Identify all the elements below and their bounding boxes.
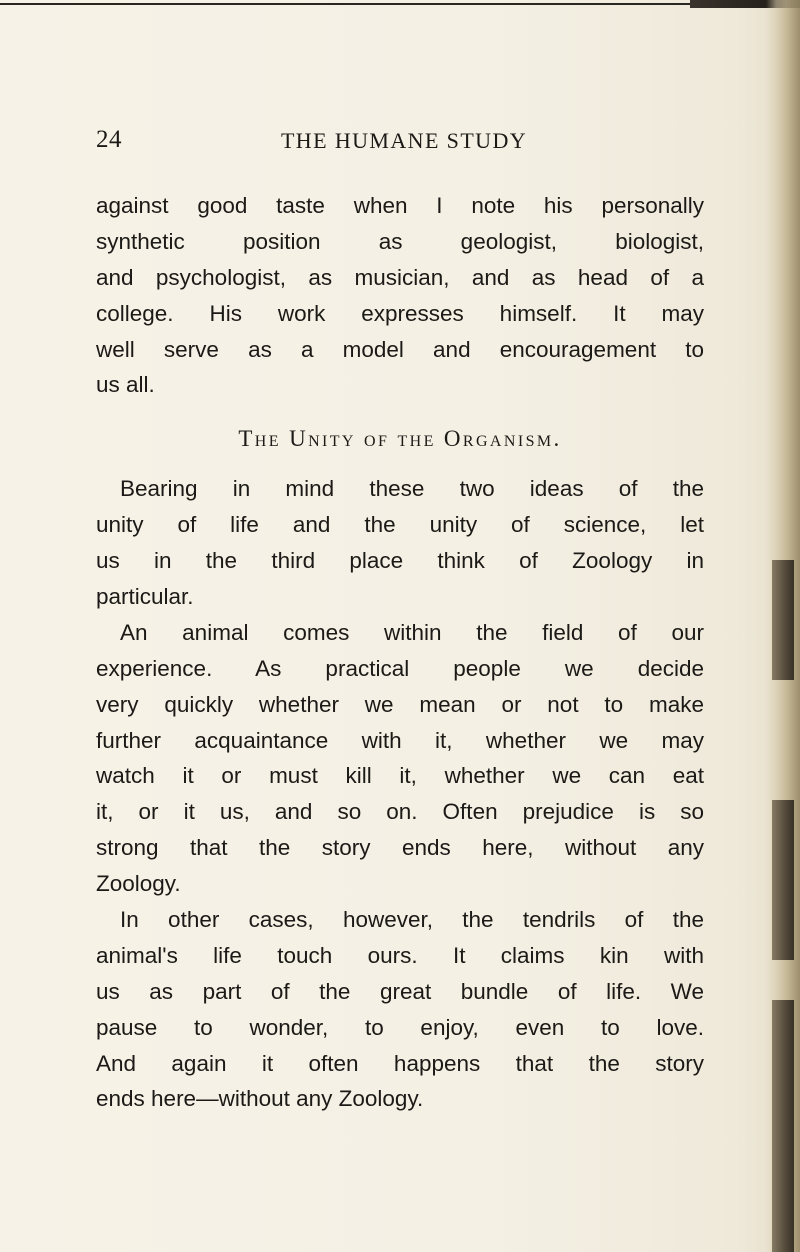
binding-shadow [772,800,794,960]
text-line: An animal comes within the field of our [120,619,704,645]
text-line: and psychologist, as musician, and as head of a [96,264,704,290]
text-line: very quickly whether we mean or not to make [96,691,704,717]
text-line: Bearing in mind these two ideas of the [120,476,704,502]
text-line: well serve as a model and encouragement to [96,336,704,362]
text-line: In other cases, however, the tendrils of the [120,907,704,933]
text-line: college. His work expresses himself. It may [96,300,704,326]
text-line: us as part of the great bundle of life. We [96,978,704,1004]
body-text [96,188,704,1117]
text-line: ends here—without any Zoology. [96,1086,424,1112]
text-line: experience. As practical people we decide [96,655,704,681]
running-title: THE HUMANE STUDY [280,128,528,153]
text-line: unity of life and the unity of science, let [96,512,704,538]
text-line: And again it often happens that the story [96,1050,704,1076]
text-line: it, or it us, and so on. Often prejudice is so [96,799,704,825]
section-heading: The Unity of the Organism. [238,426,562,452]
top-rule [0,3,760,5]
text-line: animal's life touch ours. It claims kin with [96,942,704,968]
text-line: pause to wonder, to enjoy, even to love. [96,1014,704,1040]
binding-shadow [772,560,794,680]
text-line: us all. [96,372,155,398]
binding-edge [766,0,800,1252]
text-line: watch it or must kill it, whether we can eat [96,763,704,789]
text-line: particular. [96,584,194,610]
page-header [96,126,704,160]
text-line: further acquaintance with it, whether we may [96,727,704,753]
text-line: synthetic position as geologist, biologist, [96,228,704,254]
text-line: strong that the story ends here, without any [96,835,704,861]
binding-shadow [772,1000,794,1252]
text-line: us in the third place think of Zoology in [96,548,704,574]
page-number: 24 [96,126,122,153]
text-line: against good taste when I note his personally [96,193,704,218]
text-line: Zoology. [96,871,181,897]
